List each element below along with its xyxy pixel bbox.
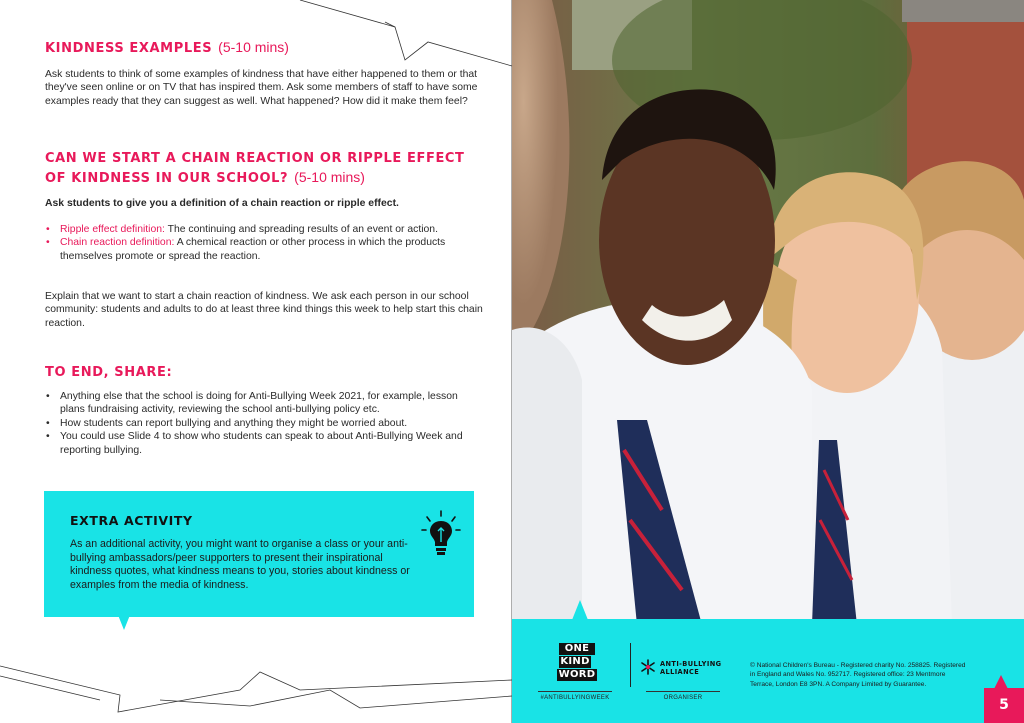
list-item: • Anything else that the school is doing for Anti-Bullying Week 2021, for example, lesson plans fundraising activity, reviewing the school anti-bullying policy etc. [45, 390, 485, 417]
divider [630, 643, 631, 687]
hashtag-label: #ANTIBULLYINGWEEK [538, 691, 612, 701]
speech-tail [994, 675, 1008, 689]
definition-list [45, 223, 485, 263]
legal-text: © National Children's Bureau - Registered charity No. 258825. Registered in England and Wales No. 952717. Registered office: 23 Mentmore Terrace, London E8 3PN. A Company Limited by Guarantee. [750, 662, 966, 688]
extra-activity-box [44, 491, 474, 617]
chain-explanation: Explain that we want to start a chain reaction of kindness. We ask each person in our school community: students and adults to do at least three kind things this week to help start this chain reaction. [45, 291, 483, 329]
kindness-heading: KINDNESS EXAMPLES (5-10 mins) [45, 39, 289, 56]
chain-intro: Ask students to give you a definition of a chain reaction or ripple effect. [45, 198, 399, 209]
alliance-name: ANTI-BULLYING ALLIANCE [660, 660, 722, 677]
speech-tail [572, 600, 588, 620]
extra-heading: EXTRA ACTIVITY [70, 513, 193, 528]
extra-body: As an additional activity, you might want to organise a class or your anti-bullying ambassadors/peer supporters to present their inspirational kindness quotes, what kindness means to you, stories about kindness or examples from the media of kindness. [70, 538, 410, 591]
list-item: • You could use Slide 4 to show who students can speak to about Anti-Bullying Week and reporting bullying. [45, 430, 485, 457]
page-number: 5 [984, 688, 1024, 723]
organiser-label: ORGANISER [646, 691, 720, 701]
list-item: • Ripple effect definition: The continuing and spreading results of an event or action. [45, 223, 485, 236]
end-heading: TO END, SHARE: [45, 365, 173, 380]
list-item: • How students can report bullying and anything they might be worried about. [45, 417, 485, 430]
chain-heading: CAN WE START A CHAIN REACTION OR RIPPLE EFFECT OF KINDNESS IN OUR SCHOOL? (5-10 mins) [45, 151, 465, 186]
share-list [45, 390, 485, 457]
list-item: • Chain reaction definition: A chemical reaction or other process in which the products themselves promote or spread the reaction. [45, 236, 485, 263]
alliance-star-icon [640, 659, 656, 675]
lightbulb-icon [420, 509, 462, 561]
one-kind-word-logo: ONE KIND WORD [558, 643, 596, 680]
students-photo [512, 0, 1024, 625]
kindness-body: Ask students to think of some examples of kindness that have either happened to them or that they've seen online or on TV that has inspired them. Ask some members of staff to have some examples ready that they can suggest as well. What happened? How did it make them feel? [45, 69, 478, 107]
footer-bar [512, 619, 1024, 723]
speech-tail [118, 615, 130, 630]
photo-panel [512, 0, 1024, 723]
